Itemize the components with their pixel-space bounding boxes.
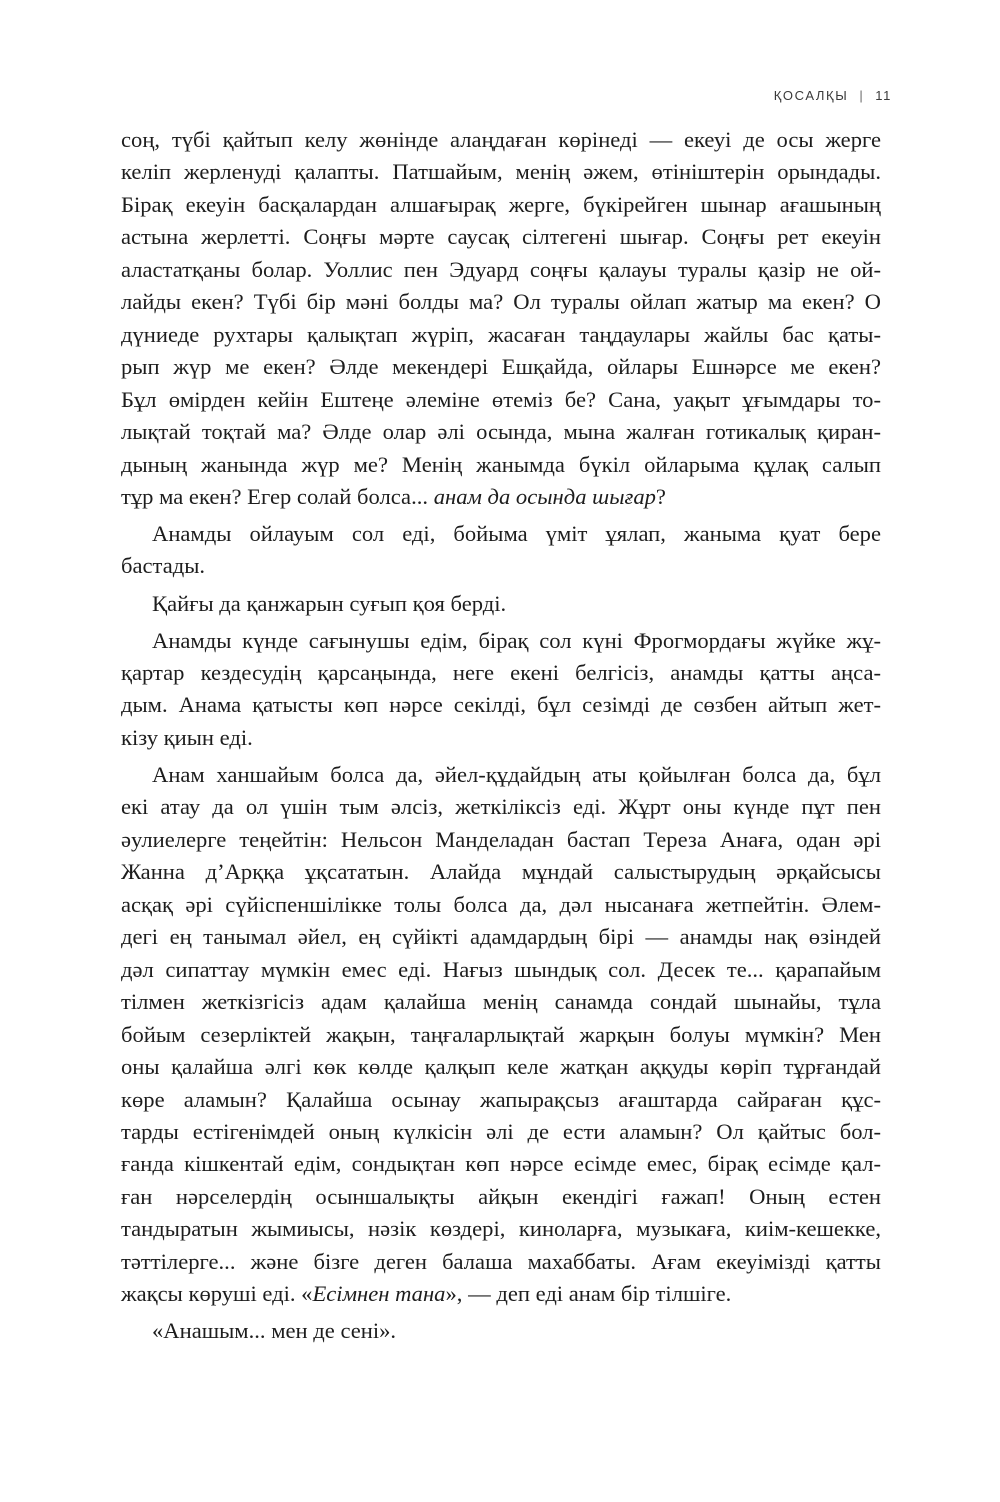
- text-line: екі атау да ол үшін тым әлсіз, жеткіліксіз еді. Жұрт оны күнде пұт пен: [121, 794, 881, 820]
- text-line: тандыратын жымиысы, нәзік көздері, киноларға, музыкаға, киім-кешекке,: [121, 1216, 881, 1242]
- text-line: көре аламын? Қалайша осынау жапырақсыз ағаштарда сайраған құс-: [121, 1086, 881, 1112]
- text-line: лайды екен? Түбі бір мәні болды ма? Ол туралы ойлап жатыр ма екен? О: [121, 289, 881, 315]
- text-run: ?: [655, 483, 666, 509]
- text-line: [121, 1278, 881, 1310]
- text-line: соң, түбі қайтып келу жөнінде алаңдаған көрінеді — екеуі де осы жерге: [121, 127, 881, 152]
- text-line: Анамды күнде сағынушы едім, бірақ сол күні Фрогмордағы жүйке жұ-: [152, 627, 881, 653]
- text-line: асқақ әрі сүйіспеншілікке толы болса да, дәл нысанаға жетпейтін. Әлем-: [121, 891, 881, 917]
- text-line: оны қалайша әлгі көк көлде қалқып келе жатқан аққуды көріп тұрғандай: [121, 1054, 881, 1080]
- paragraph: [121, 625, 881, 755]
- body-text: [121, 124, 881, 1348]
- page-number: 11: [875, 88, 892, 103]
- text-line: тәттілерге... және бізге деген балаша махаббаты. Ағам екеуімізді қатты: [121, 1248, 881, 1274]
- paragraph: [121, 518, 881, 583]
- quote-mark: «: [301, 1281, 313, 1307]
- text-line: Анам ханшайым болса да, әйел-құдайдың аты қойылған болса да, бұл: [152, 761, 881, 787]
- running-header: [774, 88, 892, 103]
- text-line: [121, 481, 881, 513]
- header-separator: |: [859, 88, 865, 103]
- paragraph: [121, 1315, 881, 1347]
- text-run: тұр ма екен? Егер солай болса...: [121, 483, 434, 509]
- text-line: дәл сипаттау мүмкін емес еді. Нағыз шындық сол. Десек те... қарапайым: [121, 956, 881, 982]
- text-line: тілмен жеткізгісіз адам қалайша менің санамда сондай шынайы, тұла: [121, 989, 881, 1015]
- paragraph: [121, 588, 881, 620]
- text-line: лықтай тоқтай ма? Әлде олар әлі осында, мына жалған готикалық қиран-: [121, 419, 881, 445]
- text-line: рып жүр ме екен? Әлде мекендері Ешқайда, ойлары Ешнәрсе ме екен?: [121, 354, 881, 380]
- paragraph: [121, 124, 881, 513]
- text-line: дүниеде рухтары қалықтап жүріп, жасаған таңдаулары жайлы бас қаты-: [121, 321, 881, 347]
- text-line: тарды естігенімдей оның күлкісін әлі де ести аламын? Ол қайтыс бол-: [121, 1118, 881, 1144]
- text-line: дегі ең танымал әйел, ең сүйікті адамдардың бірі — анамды нақ өзіндей: [121, 924, 881, 950]
- text-run: », — деп еді анам бір тілшіге.: [445, 1281, 732, 1307]
- text-line: әулиелерге теңейтін: Нельсон Манделадан бастап Тереза Анаға, одан әрі: [121, 826, 881, 852]
- text-line: ғанда кішкентай едім, сондықтан көп нәрсе есімде емес, бірақ есімде қал-: [121, 1151, 881, 1177]
- text-line: Жанна д’Арққа ұқсататын. Алайда мұндай салыстырудың әрқайсысы: [121, 859, 881, 885]
- text-line: бойым сезерліктей жақын, таңғаларлықтай жарқын болуы мүмкін? Мен: [121, 1021, 881, 1047]
- text-line: кізу қиын еді.: [121, 724, 253, 750]
- paragraph: [121, 759, 881, 1311]
- text-line: Бірақ екеуін басқалардан алшағырақ жерге, бүкірейген шынар ағашының: [121, 191, 881, 217]
- text-line: Қайғы да қанжарын суғып қоя берді.: [152, 590, 507, 616]
- italic-phrase: Есімнен тана: [312, 1281, 446, 1307]
- text-line: «Анашым... мен де сені».: [152, 1318, 397, 1344]
- text-line: ған нәрселердің осыншалықты айқын екендігі ғажап! Оның естен: [121, 1183, 881, 1209]
- italic-phrase: анам да осында шығар: [433, 483, 656, 509]
- text-line: аластатқаны болар. Уоллис пен Эдуард соңғы қалауы туралы қазір не ой-: [121, 256, 881, 282]
- text-line: дының жанында жүр ме? Менің жанымда бүкіл ойларыма құлақ салып: [121, 451, 881, 477]
- text-line: астына жерлетті. Соңғы мәрте саусақ сілтегені шығар. Соңғы рет екеуін: [121, 224, 881, 250]
- text-line: бастады.: [121, 553, 206, 579]
- section-title: ҚОСАЛҚЫ: [773, 88, 849, 103]
- text-line: келіп жерленуді қалапты. Патшайым, менің әжем, өтініштерін орындады.: [121, 159, 881, 185]
- text-line: Анамды ойлауым сол еді, бойыма үміт ұялап, жаныма қуат бере: [152, 521, 881, 547]
- text-line: қартар кездесудің қарсаңында, неге екені белгісіз, анамды қатты аңса-: [121, 660, 881, 686]
- text-run: жақсы көруші еді.: [121, 1281, 302, 1307]
- text-line: дым. Анама қатысты көп нәрсе секілді, бұл сезімді де сөзбен айтып жет-: [121, 692, 881, 718]
- text-line: Бұл өмірден кейін Ештеңе әлеміне өтеміз бе? Сана, уақыт ұғымдары то-: [121, 386, 881, 412]
